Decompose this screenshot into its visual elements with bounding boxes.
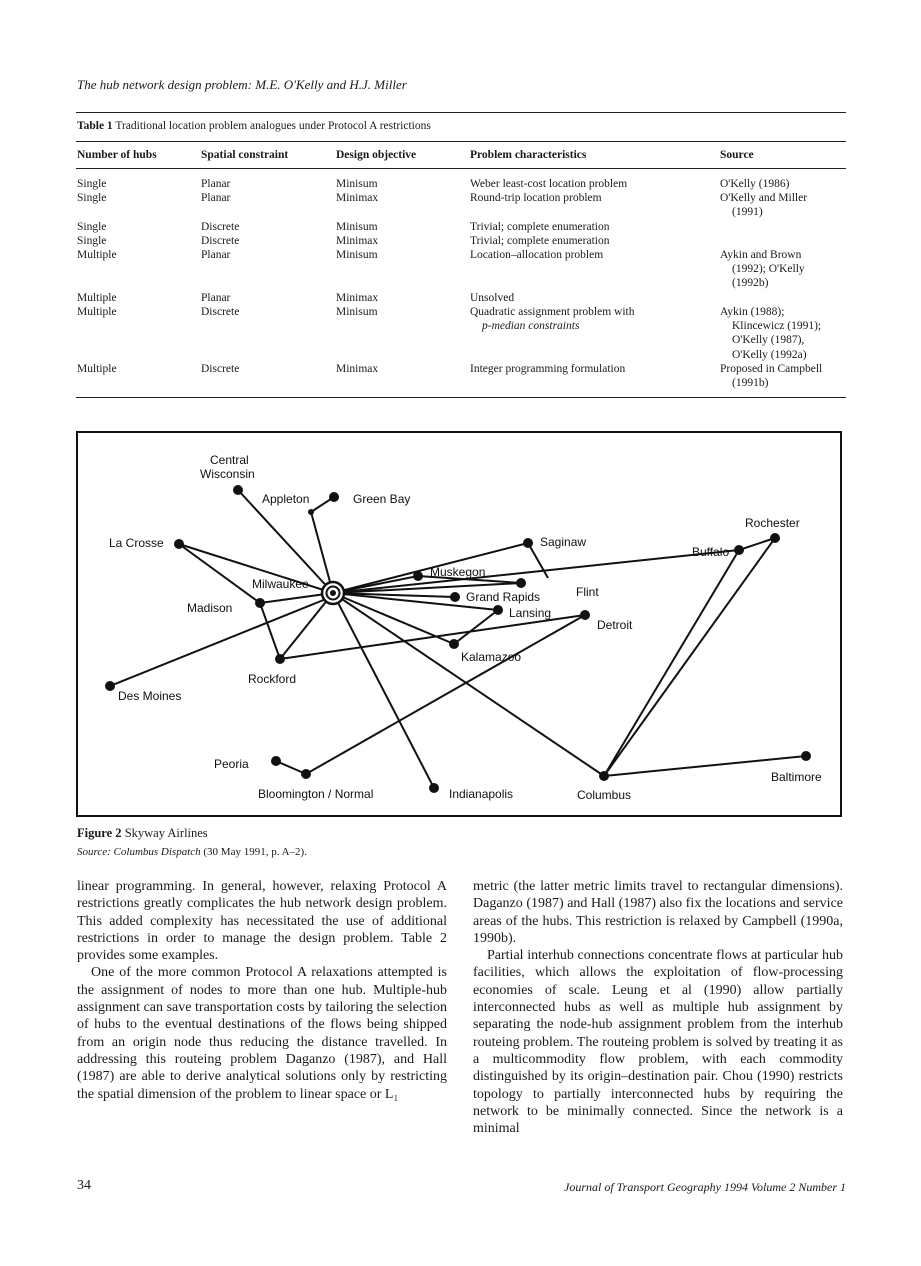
des-moines-marker bbox=[105, 681, 115, 691]
central-wisconsin-label bbox=[200, 453, 255, 481]
source-line: (1992b) bbox=[732, 277, 769, 290]
route-line bbox=[306, 615, 585, 774]
table-cell: Discrete bbox=[201, 235, 240, 247]
table-cell: Minisum bbox=[336, 178, 378, 190]
table-cell bbox=[720, 177, 850, 191]
route-line bbox=[333, 593, 604, 776]
table-cell: Single bbox=[77, 192, 107, 204]
table-cell: Multiple bbox=[77, 249, 117, 261]
route-line bbox=[604, 538, 775, 776]
th-design-objective: Design objective bbox=[336, 149, 417, 161]
table-cell bbox=[720, 191, 850, 219]
grand-rapids-marker bbox=[450, 592, 460, 602]
table-cell: Single bbox=[77, 221, 107, 233]
table-cell bbox=[720, 305, 850, 362]
table-cell: Minisum bbox=[336, 221, 378, 233]
indianapolis-label: Indianapolis bbox=[449, 787, 514, 801]
th-spatial-constraint: Spatial constraint bbox=[201, 149, 289, 161]
source-line: Klincewicz (1991); bbox=[732, 320, 822, 333]
la-crosse-marker bbox=[174, 539, 184, 549]
figure-caption bbox=[77, 826, 208, 841]
table-bottom-rule bbox=[76, 397, 846, 398]
madison-label: Madison bbox=[187, 601, 233, 615]
paragraph: linear programming. In general, however, relaxing Protocol A restrictions greatly complicates the hub network design problem. This added complexity has necessitated the use of additional restrictions in order to manage the design problem. Table 2 provides some examples. bbox=[77, 879, 447, 964]
table-cell: Discrete bbox=[201, 306, 240, 318]
central-wisconsin-label-line1: Central bbox=[210, 453, 249, 467]
source-line: Proposed in Campbell bbox=[720, 363, 823, 375]
characteristics-line: Quadratic assignment problem with bbox=[470, 306, 635, 318]
th-problem-characteristics: Problem characteristics bbox=[470, 149, 587, 161]
source-line: Aykin (1988); bbox=[720, 306, 785, 318]
rochester-label: Rochester bbox=[745, 516, 800, 530]
table-cell: Minimax bbox=[336, 235, 379, 247]
source-line: (1992); O'Kelly bbox=[732, 263, 805, 276]
milwaukee-hub-marker bbox=[322, 582, 344, 604]
table-header-rule bbox=[76, 141, 846, 142]
bloomington-label: Bloomington / Normal bbox=[258, 787, 374, 801]
paragraph: Partial interhub connections concentrate flows at particular hub facilities, which allows the exploitation of flow-processing economies of scale. Leung et al (1990) allow partially interconnected hubs as well as multiple hub assignment by separating the node-hub assignment problem from the interhub routeing problem. The routeing problem is solved by treating it as a multicommodity flow problem, with each commodity distinguished by its origin–destination pair. Chou (1990) restricts topology to partially interconnected hubs by requiring the network to be minimally connected. Since the network is a minimal bbox=[473, 948, 843, 1137]
table-cell: Multiple bbox=[77, 292, 117, 304]
source-line: O'Kelly (1987), bbox=[732, 334, 805, 347]
running-head: The hub network design problem: M.E. O'Kelly and H.J. Miller bbox=[77, 77, 407, 92]
route-line bbox=[604, 550, 739, 776]
route-line bbox=[280, 593, 333, 659]
lansing-marker bbox=[493, 605, 503, 615]
source-line: (1991b) bbox=[732, 377, 769, 390]
table-cell: Weber least-cost location problem bbox=[470, 178, 628, 190]
table-cell: Discrete bbox=[201, 221, 240, 233]
route-map-svg bbox=[78, 433, 840, 815]
body-column-left bbox=[77, 878, 447, 1103]
th-source: Source bbox=[720, 149, 754, 161]
flint-marker bbox=[516, 578, 526, 588]
detroit-marker bbox=[580, 610, 590, 620]
route-lines bbox=[110, 490, 806, 788]
table-cell: Minimax bbox=[336, 192, 379, 204]
muskegon-marker bbox=[413, 571, 423, 581]
table-cell: Round-trip location problem bbox=[470, 192, 602, 204]
table-cell: Unsolved bbox=[470, 292, 515, 304]
table-cell: Trivial; complete enumeration bbox=[470, 235, 610, 247]
journal-footer: Journal of Transport Geography 1994 Volume 2 Number 1 bbox=[564, 1180, 846, 1194]
figure-source bbox=[77, 846, 307, 858]
buffalo-label: Buffalo bbox=[692, 545, 730, 559]
green-bay-label: Green Bay bbox=[353, 492, 411, 506]
body-column-right bbox=[473, 878, 843, 1137]
grand-rapids-label: Grand Rapids bbox=[466, 590, 541, 604]
peoria-label: Peoria bbox=[214, 757, 249, 771]
columbus-label: Columbus bbox=[577, 788, 632, 802]
bloomington-marker bbox=[301, 769, 311, 779]
top-rule bbox=[76, 112, 846, 113]
table-cell: Minimax bbox=[336, 363, 379, 375]
table-cell: Single bbox=[77, 235, 107, 247]
figure-source-label: Source: Columbus Dispatch bbox=[77, 846, 201, 858]
table-cell: Minisum bbox=[336, 306, 378, 318]
table-caption bbox=[77, 120, 431, 132]
table-subheader-rule bbox=[76, 168, 846, 169]
appleton-label: Appleton bbox=[262, 492, 310, 506]
la-crosse-label: La Crosse bbox=[109, 536, 164, 550]
detroit-label: Detroit bbox=[597, 618, 633, 632]
kalamazoo-marker bbox=[449, 639, 459, 649]
table-cell: Planar bbox=[201, 178, 231, 190]
table-cell: Location–allocation problem bbox=[470, 249, 604, 261]
green-bay-marker bbox=[329, 492, 339, 502]
madison-marker bbox=[255, 598, 265, 608]
table-cell: Integer programming formulation bbox=[470, 363, 626, 375]
table-cell bbox=[720, 248, 850, 291]
table-cell: Multiple bbox=[77, 306, 117, 318]
source-line: (1991) bbox=[732, 206, 763, 219]
central-wisconsin-label-line2: Wisconsin bbox=[200, 467, 255, 481]
table-cell: Single bbox=[77, 178, 107, 190]
page-number: 34 bbox=[77, 1178, 91, 1193]
central-wisconsin-marker bbox=[233, 485, 243, 495]
route-line bbox=[260, 603, 280, 659]
rockford-label: Rockford bbox=[248, 672, 297, 686]
des-moines-label: Des Moines bbox=[118, 689, 182, 703]
figure-source-detail: (30 May 1991, p. A–2). bbox=[203, 846, 307, 858]
figure-label: Figure 2 bbox=[77, 826, 122, 840]
muskegon-label: Muskegon bbox=[430, 565, 486, 579]
characteristics-line: p-median constraints bbox=[482, 320, 580, 333]
route-line bbox=[333, 593, 434, 788]
route-line bbox=[280, 615, 585, 659]
city-markers bbox=[105, 485, 811, 793]
appleton-marker bbox=[308, 509, 314, 515]
baltimore-marker bbox=[801, 751, 811, 761]
table-cell: Planar bbox=[201, 192, 231, 204]
columbus-marker bbox=[599, 771, 609, 781]
rochester-marker bbox=[770, 533, 780, 543]
table-cell: Discrete bbox=[201, 363, 240, 375]
source-line: Aykin and Brown bbox=[720, 249, 802, 261]
paragraph: One of the more common Protocol A relaxations attempted is the assignment of nodes to more than one hub. Multiple-hub assignment can save transportation costs by tailoring the selection of hubs to the eventual destinations of the flows being shipped from an origin node thus reducing the distance travelled. In addressing this routeing problem Daganzo (1987), and Hall (1987) are able to derive analytical solutions only by restricting the spatial dimension of the problem to linear space or L₁ bbox=[77, 965, 447, 1102]
table-cell: Multiple bbox=[77, 363, 117, 375]
paragraph: metric (the latter metric limits travel to rectangular dimensions). Daganzo (1987) and Hall (1987) also fix the locations and service areas of the hubs. This restriction is relaxed by Campbell (1990a, 1990b). bbox=[473, 879, 843, 946]
baltimore-label: Baltimore bbox=[771, 770, 822, 784]
figure-title: Skyway Airlines bbox=[124, 826, 208, 840]
table-cell: Minisum bbox=[336, 249, 378, 261]
rockford-marker bbox=[275, 654, 285, 664]
table-cell: Trivial; complete enumeration bbox=[470, 221, 610, 233]
table-cell: Planar bbox=[201, 249, 231, 261]
kalamazoo-label: Kalamazoo bbox=[461, 650, 522, 664]
route-line bbox=[179, 544, 260, 603]
table-title: Traditional location problem analogues under Protocol A restrictions bbox=[115, 120, 431, 132]
buffalo-marker bbox=[734, 545, 744, 555]
flint-label: Flint bbox=[576, 585, 599, 599]
saginaw-label: Saginaw bbox=[540, 535, 587, 549]
indianapolis-marker bbox=[429, 783, 439, 793]
source-line: O'Kelly (1986) bbox=[720, 178, 790, 190]
peoria-marker bbox=[271, 756, 281, 766]
table-cell: Minimax bbox=[336, 292, 379, 304]
route-line bbox=[454, 610, 498, 644]
source-line: O'Kelly and Miller bbox=[720, 192, 808, 204]
table-cell bbox=[720, 362, 850, 390]
table-label: Table 1 bbox=[77, 120, 113, 132]
lansing-label: Lansing bbox=[509, 606, 552, 620]
city-labels bbox=[109, 453, 822, 802]
table-cell bbox=[470, 305, 634, 333]
table-cell: Planar bbox=[201, 292, 231, 304]
route-map bbox=[76, 431, 842, 817]
saginaw-marker bbox=[523, 538, 533, 548]
th-number-of-hubs: Number of hubs bbox=[77, 149, 157, 161]
milwaukee-label: Milwaukee bbox=[252, 577, 309, 591]
source-line: O'Kelly (1992a) bbox=[732, 348, 807, 361]
